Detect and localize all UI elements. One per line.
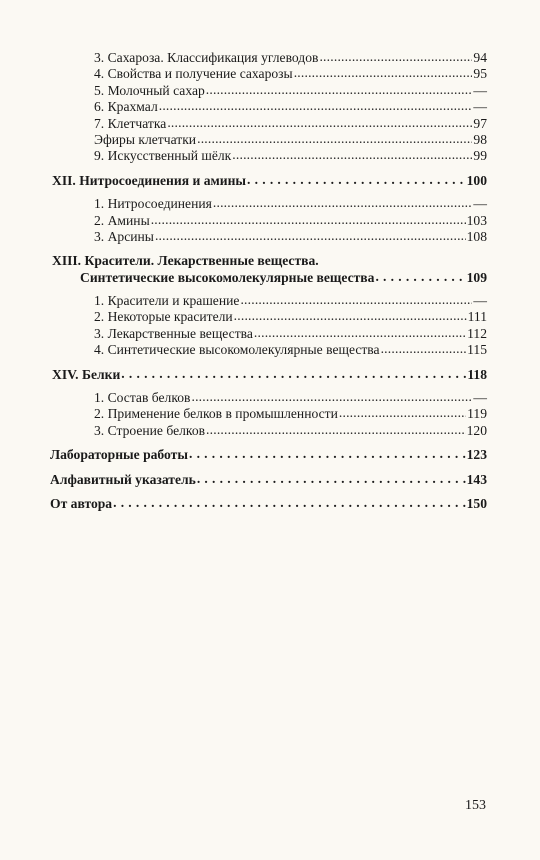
toc-item: 5. Молочный сахар . . . — (50, 83, 487, 99)
toc-chapter: XIII. Красители. Лекарственные вещества. (52, 253, 319, 269)
toc-back-matter: Алфавитный указатель . . . 143 (50, 472, 487, 488)
toc-item: 4. Свойства и получение сахарозы . . . 95 (50, 66, 487, 82)
toc-item: 9. Искусственный шёлк . . . 99 (50, 148, 487, 164)
dot-leader (240, 292, 472, 308)
toc-back-matter: От автора . . . 150 (50, 496, 487, 512)
dot-leader (191, 389, 472, 405)
toc-chapter-continued: Синтетические высокомолекулярные вещества . . . 109 (50, 270, 487, 286)
toc-item: 1. Красители и крашение . . . — (50, 293, 487, 309)
dot-leader (113, 495, 466, 511)
dot-leader (155, 228, 466, 244)
dot-leader (167, 115, 472, 131)
dot-leader (254, 325, 466, 341)
toc-item: Эфиры клетчатки . . . 98 (50, 132, 487, 148)
dot-leader (247, 172, 466, 188)
toc-item: 3. Строение белков . . . 120 (50, 423, 487, 439)
dot-leader (206, 82, 473, 98)
dot-leader (197, 471, 466, 487)
dot-leader (375, 269, 465, 285)
dot-leader (319, 49, 472, 65)
toc-item: 7. Клетчатка . . . 97 (50, 116, 487, 132)
toc-item: 6. Крахмал . . . — (50, 99, 487, 115)
page-number: 153 (465, 798, 486, 813)
toc-item: 1. Состав белков . . . — (50, 390, 487, 406)
toc-chapter: XIV. Белки . . . 118 (50, 367, 487, 383)
dot-leader (381, 341, 467, 357)
dot-leader (234, 308, 467, 324)
table-of-contents (50, 50, 487, 512)
toc-item: 3. Сахароза. Классификация углеводов . . . 94 (50, 50, 487, 66)
toc-back-matter: Лабораторные работы . . . 123 (50, 447, 487, 463)
toc-item: 3. Лекарственные вещества . . . 112 (50, 326, 487, 342)
dot-leader (339, 405, 466, 421)
dot-leader (151, 212, 466, 228)
toc-item: 1. Нитросоединения . . . — (50, 196, 487, 212)
dot-leader (197, 131, 472, 147)
toc-chapter: XII. Нитросоединения и амины . . . 100 (50, 173, 487, 189)
dot-leader (121, 366, 466, 382)
dot-leader (232, 147, 472, 163)
dot-leader (213, 195, 473, 211)
toc-item: 2. Некоторые красители . . . 111 (50, 309, 487, 325)
dot-leader (159, 98, 473, 114)
toc-item: 2. Амины . . . 103 (50, 213, 487, 229)
dot-leader (189, 446, 466, 462)
toc-item: 4. Синтетические высокомолекулярные вещества . . . 115 (50, 342, 487, 358)
dot-leader (294, 65, 473, 81)
toc-item: 3. Арсины . . . 108 (50, 229, 487, 245)
dot-leader (206, 422, 466, 438)
toc-item: 2. Применение белков в промышленности . . . 119 (50, 406, 487, 422)
